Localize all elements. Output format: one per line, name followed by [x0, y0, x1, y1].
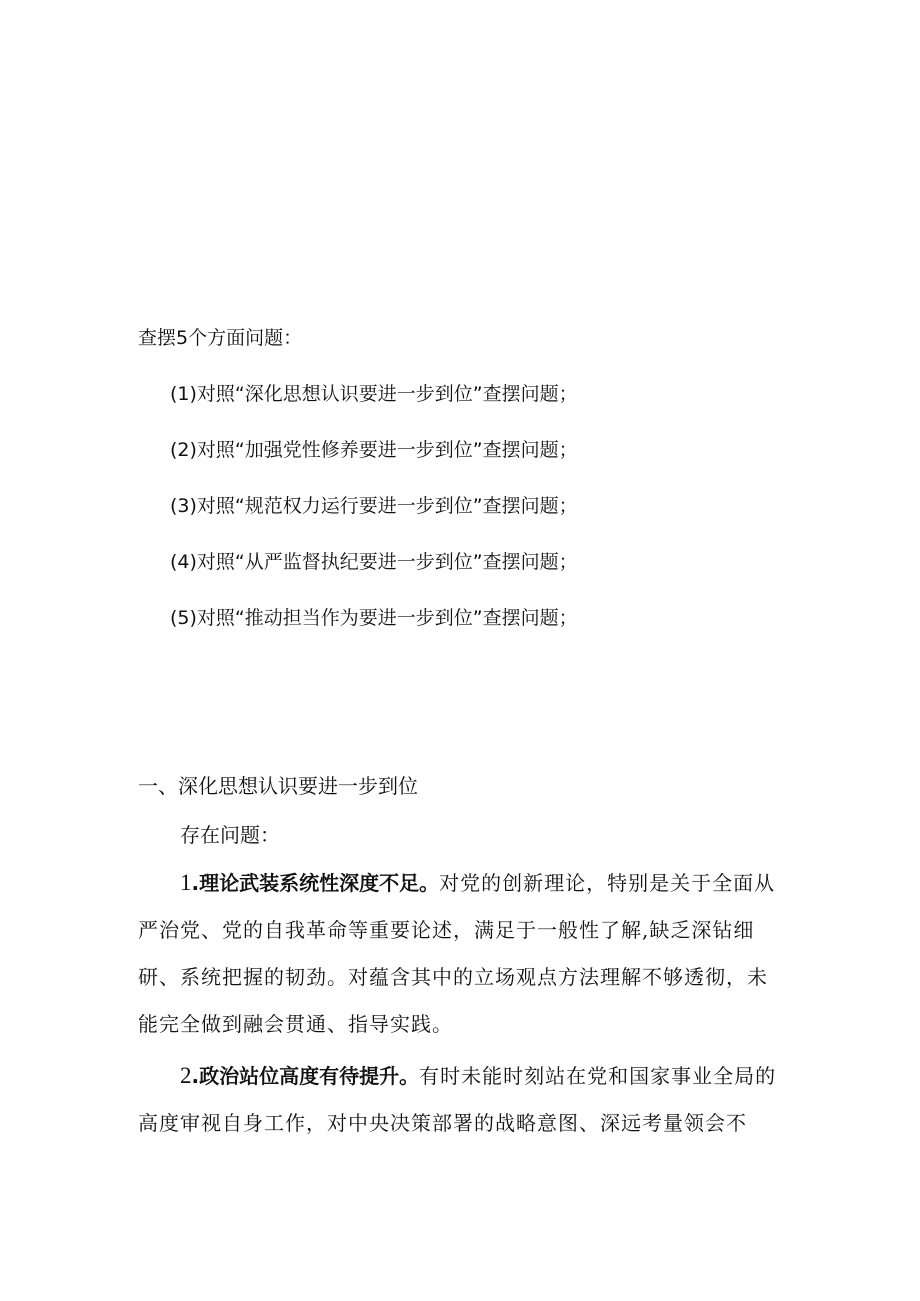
section-title: 一、深化思想认识要进一步到位	[138, 774, 418, 798]
intro-item: (5)对照“推动担当作为要进一步到位”查摆问题；	[170, 607, 578, 629]
issue-body: 有时未能时刻站在党和国家事业全局的高度审视自身工作，对中央决策部署的战略意图、深远考量领会不	[138, 1064, 777, 1135]
intro-item: (1)对照“深化思想认识要进一步到位”查摆问题；	[170, 383, 578, 405]
intro-item: (2)对照“加强党性修养要进一步到位”查摆问题；	[170, 439, 578, 461]
issue-paragraph	[138, 860, 786, 1048]
issue-number: 1	[180, 870, 192, 895]
issue-lead: .理论武装系统性深度不足。	[191, 871, 440, 895]
intro-heading: 查摆5个方面问题：	[138, 327, 303, 349]
issue-number: 2	[180, 1063, 192, 1088]
intro-item: (3)对照“规范权力运行要进一步到位”查摆问题；	[170, 495, 578, 517]
issue-lead: .政治站位高度有待提升。	[191, 1064, 420, 1088]
section-subheading: 存在问题：	[180, 823, 280, 847]
intro-item: (4)对照“从严监督执纪要进一步到位”查摆问题；	[170, 551, 578, 573]
issue-paragraph	[138, 1053, 786, 1147]
issue-body: 对党的创新理论，特别是关于全面从严治党、党的自我革命等重要论述，满足于一般性了解,缺乏深钻细研、系统把握的韧劲。对蕴含其中的立场观点方法理解不够透彻，未能完全做到融会贯通、指导实践。	[138, 871, 776, 1036]
